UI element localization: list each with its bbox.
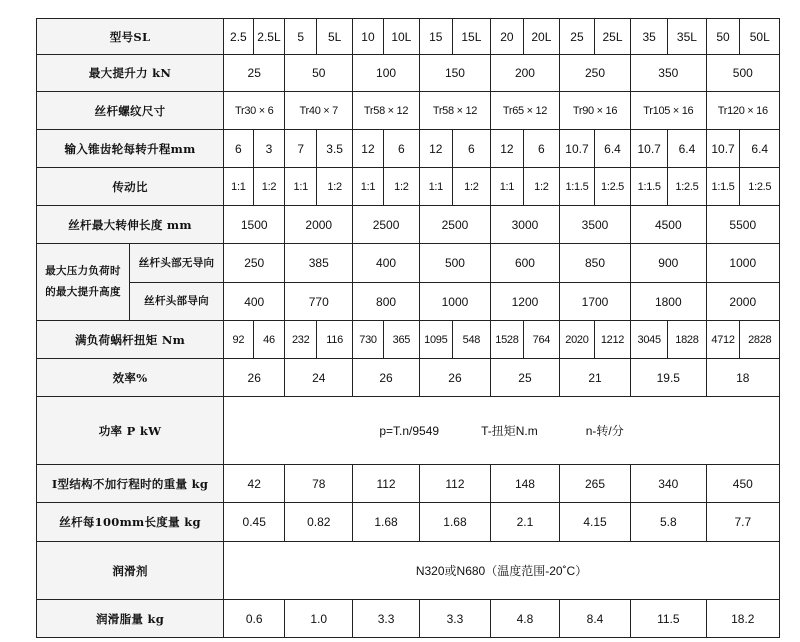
ratio-value: 1:1.5 xyxy=(559,168,594,206)
weight-value: 148 xyxy=(491,465,560,503)
max-extension-value: 3000 xyxy=(491,206,560,244)
torque-value: 116 xyxy=(317,321,353,359)
no-guide-value: 385 xyxy=(285,244,353,283)
max-lift-value: 500 xyxy=(706,55,779,92)
screw-thread-value: Tr120 × 16 xyxy=(706,92,779,130)
row-grease xyxy=(37,600,780,638)
model-value: 10L xyxy=(383,19,419,55)
lift-per-turn-value: 6 xyxy=(523,130,559,168)
efficiency-value: 26 xyxy=(419,359,490,397)
screw-weight-value: 1.68 xyxy=(353,503,420,542)
efficiency-value: 26 xyxy=(353,359,420,397)
model-value: 2.5L xyxy=(253,19,285,55)
row-torque xyxy=(37,321,780,359)
lift-per-turn-value: 10.7 xyxy=(559,130,594,168)
guide-value: 800 xyxy=(353,283,420,321)
row-lift-per-turn xyxy=(37,130,780,168)
lift-per-turn-value: 6.4 xyxy=(668,130,706,168)
spec-table xyxy=(36,18,780,638)
ratio-value: 1:1 xyxy=(491,168,524,206)
power-label: 功率 P kW xyxy=(37,397,224,465)
model-value: 20L xyxy=(523,19,559,55)
power-formula: p=T.n/9549 xyxy=(379,424,440,438)
screw-thread-value: Tr65 × 12 xyxy=(491,92,560,130)
torque-value: 730 xyxy=(353,321,384,359)
grease-value: 1.0 xyxy=(285,600,353,638)
lift-per-turn-value: 10.7 xyxy=(631,130,668,168)
guide-value: 400 xyxy=(224,283,285,321)
max-lift-label: 最大提升力 kN xyxy=(37,55,224,92)
lift-per-turn-value: 6.4 xyxy=(594,130,630,168)
screw-weight-value: 5.8 xyxy=(631,503,707,542)
max-height-group-label xyxy=(37,244,130,321)
torque-value: 2020 xyxy=(559,321,594,359)
ratio-value: 1:2.5 xyxy=(594,168,630,206)
max-lift-value: 100 xyxy=(353,55,420,92)
ratio-value: 1:2 xyxy=(253,168,285,206)
no-guide-value: 900 xyxy=(631,244,707,283)
row-screw-weight xyxy=(37,503,780,542)
model-value: 25 xyxy=(559,19,594,55)
lift-per-turn-value: 6 xyxy=(224,130,254,168)
screw-weight-value: 7.7 xyxy=(706,503,779,542)
torque-value: 548 xyxy=(452,321,490,359)
efficiency-value: 19.5 xyxy=(631,359,707,397)
ratio-value: 1:2 xyxy=(452,168,490,206)
model-value: 15 xyxy=(419,19,452,55)
weight-value: 112 xyxy=(419,465,490,503)
grease-value: 11.5 xyxy=(631,600,707,638)
guide-value: 770 xyxy=(285,283,353,321)
ratio-value: 1:2 xyxy=(523,168,559,206)
ratio-value: 1:1 xyxy=(353,168,384,206)
lift-per-turn-value: 6 xyxy=(383,130,419,168)
torque-value: 1212 xyxy=(594,321,630,359)
model-value: 5L xyxy=(317,19,353,55)
weight-value: 340 xyxy=(631,465,707,503)
model-value: 15L xyxy=(452,19,490,55)
weight-value: 42 xyxy=(224,465,285,503)
lift-per-turn-value: 6.4 xyxy=(740,130,780,168)
efficiency-value: 24 xyxy=(285,359,353,397)
max-extension-label: 丝杆最大转伸长度 mm xyxy=(37,206,224,244)
screw-thread-value: Tr58 × 12 xyxy=(353,92,420,130)
ratio-value: 1:2 xyxy=(317,168,353,206)
grease-value: 8.4 xyxy=(559,600,630,638)
max-extension-value: 4500 xyxy=(631,206,707,244)
efficiency-value: 25 xyxy=(491,359,560,397)
guide-value: 2000 xyxy=(706,283,779,321)
model-value: 50L xyxy=(740,19,780,55)
lift-per-turn-value: 10.7 xyxy=(706,130,740,168)
max-extension-value: 5500 xyxy=(706,206,779,244)
torque-value: 365 xyxy=(383,321,419,359)
grease-value: 18.2 xyxy=(706,600,779,638)
weight-value: 112 xyxy=(353,465,420,503)
torque-label: 满负荷蜗杆扭矩 Nm xyxy=(37,321,224,359)
ratio-value: 1:1.5 xyxy=(631,168,668,206)
lift-per-turn-value: 12 xyxy=(353,130,384,168)
efficiency-value: 21 xyxy=(559,359,630,397)
screw-thread-value: Tr40 × 7 xyxy=(285,92,353,130)
row-max-height-no-guide xyxy=(37,244,780,283)
guide-value: 1000 xyxy=(419,283,490,321)
lubricant-value: N320或N680（温度范围-20˚C） xyxy=(224,542,780,600)
lubricant-label: 润滑剂 xyxy=(37,542,224,600)
max-extension-value: 2500 xyxy=(419,206,490,244)
no-guide-value: 500 xyxy=(419,244,490,283)
screw-thread-value: Tr105 × 16 xyxy=(631,92,707,130)
ratio-value: 1:1 xyxy=(285,168,317,206)
lift-per-turn-value: 3.5 xyxy=(317,130,353,168)
row-screw-thread xyxy=(37,92,780,130)
no-guide-label: 丝杆头部无导向 xyxy=(130,244,224,283)
row-power xyxy=(37,397,780,465)
screw-thread-value: Tr90 × 16 xyxy=(559,92,630,130)
ratio-value: 1:2.5 xyxy=(668,168,706,206)
screw-weight-value: 0.82 xyxy=(285,503,353,542)
torque-value: 232 xyxy=(285,321,317,359)
max-lift-value: 200 xyxy=(491,55,560,92)
row-weight xyxy=(37,465,780,503)
torque-value: 1828 xyxy=(668,321,706,359)
no-guide-value: 1000 xyxy=(706,244,779,283)
power-speed-note: n-转/分 xyxy=(585,424,624,438)
no-guide-value: 600 xyxy=(491,244,560,283)
torque-value: 92 xyxy=(224,321,254,359)
torque-value: 3045 xyxy=(631,321,668,359)
torque-value: 2828 xyxy=(740,321,780,359)
lift-per-turn-value: 12 xyxy=(419,130,452,168)
grease-value: 3.3 xyxy=(353,600,420,638)
model-value: 20 xyxy=(491,19,524,55)
row-efficiency xyxy=(37,359,780,397)
model-value: 35L xyxy=(668,19,706,55)
model-value: 50 xyxy=(706,19,740,55)
lift-per-turn-label: 输入锥齿轮每转升程mm xyxy=(37,130,224,168)
grease-value: 3.3 xyxy=(419,600,490,638)
weight-value: 450 xyxy=(706,465,779,503)
row-lubricant xyxy=(37,542,780,600)
max-lift-value: 250 xyxy=(559,55,630,92)
weight-value: 265 xyxy=(559,465,630,503)
ratio-value: 1:1 xyxy=(419,168,452,206)
screw-weight-value: 4.15 xyxy=(559,503,630,542)
ratio-value: 1:2 xyxy=(383,168,419,206)
lift-per-turn-value: 7 xyxy=(285,130,317,168)
max-height-label-line1: 最大压力负荷时 xyxy=(45,265,121,277)
row-max-lift xyxy=(37,55,780,92)
screw-weight-value: 1.68 xyxy=(419,503,490,542)
model-value: 2.5 xyxy=(224,19,254,55)
screw-weight-value: 2.1 xyxy=(491,503,560,542)
screw-weight-label: 丝杆每100mm长度量 kg xyxy=(37,503,224,542)
torque-value: 1095 xyxy=(419,321,452,359)
power-torque-note: T-扭矩N.m xyxy=(481,424,538,438)
max-height-label-line2: 的最大提升高度 xyxy=(45,286,121,298)
torque-value: 1528 xyxy=(491,321,524,359)
row-max-extension xyxy=(37,206,780,244)
efficiency-label: 效率% xyxy=(37,359,224,397)
model-value: 5 xyxy=(285,19,317,55)
guide-value: 1200 xyxy=(491,283,560,321)
power-formula-cell xyxy=(224,397,780,465)
screw-thread-value: Tr58 × 12 xyxy=(419,92,490,130)
efficiency-value: 26 xyxy=(224,359,285,397)
max-extension-value: 2000 xyxy=(285,206,353,244)
model-value: 10 xyxy=(353,19,384,55)
torque-value: 4712 xyxy=(706,321,740,359)
row-model xyxy=(37,19,780,55)
torque-value: 764 xyxy=(523,321,559,359)
ratio-value: 1:1 xyxy=(224,168,254,206)
max-extension-value: 2500 xyxy=(353,206,420,244)
guide-value: 1700 xyxy=(559,283,630,321)
torque-value: 46 xyxy=(253,321,285,359)
max-lift-value: 50 xyxy=(285,55,353,92)
lift-per-turn-value: 12 xyxy=(491,130,524,168)
no-guide-value: 250 xyxy=(224,244,285,283)
screw-weight-value: 0.45 xyxy=(224,503,285,542)
guide-value: 1800 xyxy=(631,283,707,321)
no-guide-value: 400 xyxy=(353,244,420,283)
grease-value: 4.8 xyxy=(491,600,560,638)
lift-per-turn-value: 6 xyxy=(452,130,490,168)
ratio-label: 传动比 xyxy=(37,168,224,206)
grease-label: 润滑脂量 kg xyxy=(37,600,224,638)
lift-per-turn-value: 3 xyxy=(253,130,285,168)
row-ratio xyxy=(37,168,780,206)
model-label: 型号SL xyxy=(37,19,224,55)
guide-label: 丝杆头部导向 xyxy=(130,283,224,321)
max-lift-value: 150 xyxy=(419,55,490,92)
weight-value: 78 xyxy=(285,465,353,503)
max-lift-value: 25 xyxy=(224,55,285,92)
ratio-value: 1:2.5 xyxy=(740,168,780,206)
no-guide-value: 850 xyxy=(559,244,630,283)
max-extension-value: 1500 xyxy=(224,206,285,244)
screw-thread-value: Tr30 × 6 xyxy=(224,92,285,130)
weight-label: I型结构不加行程时的重量 kg xyxy=(37,465,224,503)
grease-value: 0.6 xyxy=(224,600,285,638)
efficiency-value: 18 xyxy=(706,359,779,397)
model-value: 25L xyxy=(594,19,630,55)
max-lift-value: 350 xyxy=(631,55,707,92)
max-extension-value: 3500 xyxy=(559,206,630,244)
model-value: 35 xyxy=(631,19,668,55)
ratio-value: 1:1.5 xyxy=(706,168,740,206)
row-max-height-guide xyxy=(37,283,780,321)
screw-thread-label: 丝杆螺纹尺寸 xyxy=(37,92,224,130)
